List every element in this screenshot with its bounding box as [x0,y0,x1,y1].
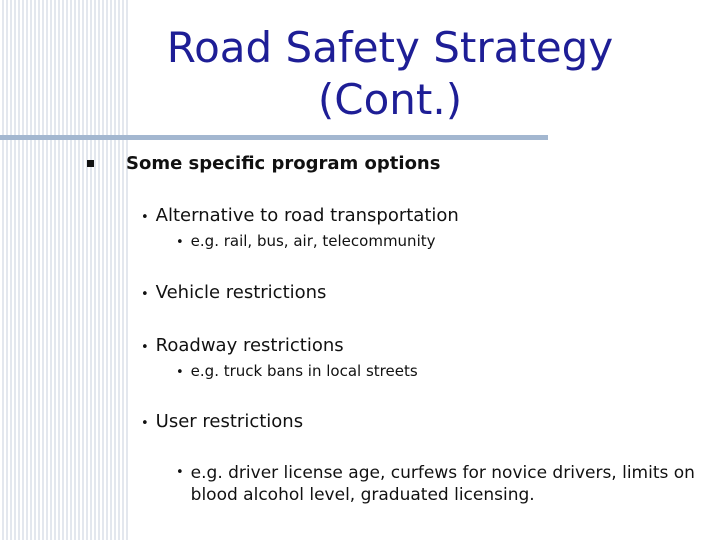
bullet-dot-icon: • [141,287,149,302]
bullet-dot-icon: • [176,365,184,380]
title-underline [0,135,548,140]
main-point-text: Some specific program options [126,153,441,174]
slide-title [60,22,720,126]
sub-bullet-alternative-examples [176,231,436,253]
bullet-dot-icon: • [176,235,184,250]
bullet-item-vehicle-restrictions [141,281,326,307]
sub-bullet-label: e.g. truck bans in local streets [190,362,418,380]
sub-bullet-user-examples [176,462,706,506]
bullet-item-alternative-transport [141,204,459,230]
slide-title-line2: (Cont.) [317,75,463,124]
bullet-item-label: Vehicle restrictions [155,282,327,303]
bullet-item-user-restrictions [141,410,303,436]
bullet-dot-icon: • [141,340,149,355]
bullet-dot-icon: • [176,465,184,480]
bullet-item-label: Alternative to road transportation [155,205,459,226]
bullet-dot-icon: • [141,416,149,431]
sub-bullet-label: e.g. rail, bus, air, telecommunity [190,232,436,250]
bullet-item-roadway-restrictions [141,334,344,360]
bullet-dot-icon: • [141,210,149,225]
slide-title-line1: Road Safety Strategy [166,23,614,72]
sub-bullet-roadway-examples [176,361,418,383]
bullet-item-label: User restrictions [155,411,304,432]
sub-bullet-label: e.g. driver license age, curfews for novice drivers, limits on blood alcohol level, graduated licensing. [190,463,695,505]
square-bullet-icon [87,160,94,167]
bullet-item-label: Roadway restrictions [155,335,344,356]
